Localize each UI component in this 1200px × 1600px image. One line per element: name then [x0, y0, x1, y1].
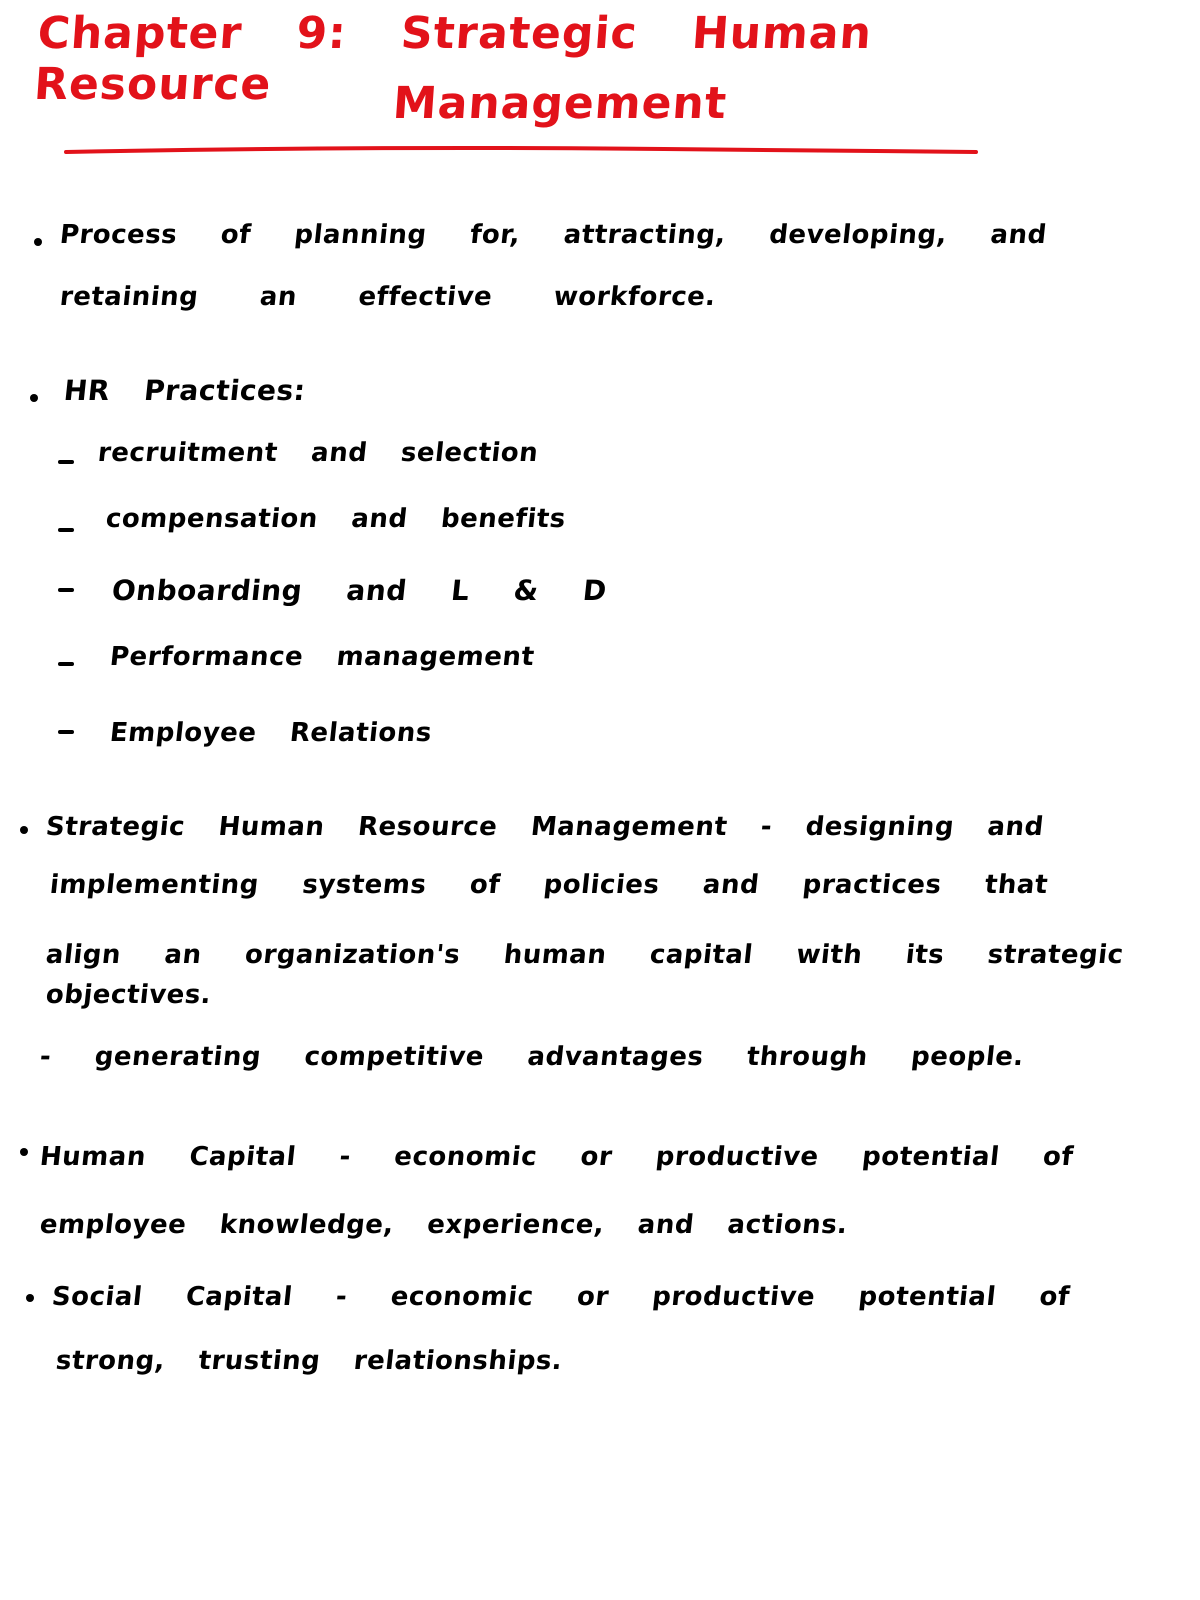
shrm-sub-line: - generating competitive advantages through people.	[38, 1042, 1026, 1072]
page-title-line-1: Chapter 9: Strategic Human Resource	[32, 8, 874, 110]
hr-practice-item-5: Employee Relations	[108, 718, 434, 748]
social-capital-line-1: Social Capital - economic or productive potential of	[50, 1282, 1072, 1312]
shrm-line-1: Strategic Human Resource Management - designing and	[44, 812, 1046, 842]
dash-item-4	[58, 662, 74, 666]
dash-item-1	[58, 460, 74, 464]
hr-practice-item-3: Onboarding and L & D	[110, 574, 609, 607]
definition-line-1: Process of planning for, attracting, developing, and	[58, 220, 1049, 250]
human-capital-line-2: employee knowledge, experience, and actions.	[38, 1210, 850, 1240]
dash-item-3	[58, 588, 74, 592]
hr-practice-item-2: compensation and benefits	[104, 504, 568, 534]
hr-practices-heading: HR Practices:	[62, 374, 308, 407]
hr-practice-item-1: recruitment and selection	[96, 438, 540, 468]
bullet-dot-definition	[34, 238, 42, 246]
title-underline	[64, 146, 978, 156]
shrm-line-2: implementing systems of policies and practices that	[48, 870, 1050, 900]
page-title-line-2: Management	[391, 78, 729, 129]
dash-item-2	[58, 528, 74, 532]
hr-practice-item-4: Performance management	[108, 642, 536, 672]
bullet-dot-hr-practices	[30, 394, 38, 402]
social-capital-line-2: strong, trusting relationships.	[54, 1346, 564, 1376]
shrm-line-4: objectives.	[44, 980, 213, 1010]
definition-line-2: retaining an effective workforce.	[58, 282, 718, 312]
dash-item-5	[58, 730, 74, 734]
bullet-dot-social-capital	[26, 1294, 34, 1302]
human-capital-line-1: Human Capital - economic or productive potential of	[38, 1142, 1075, 1172]
bullet-dot-shrm	[20, 826, 28, 834]
shrm-line-3: align an organization's human capital with its strategic	[44, 940, 1126, 970]
bullet-dot-human-capital	[20, 1148, 28, 1156]
